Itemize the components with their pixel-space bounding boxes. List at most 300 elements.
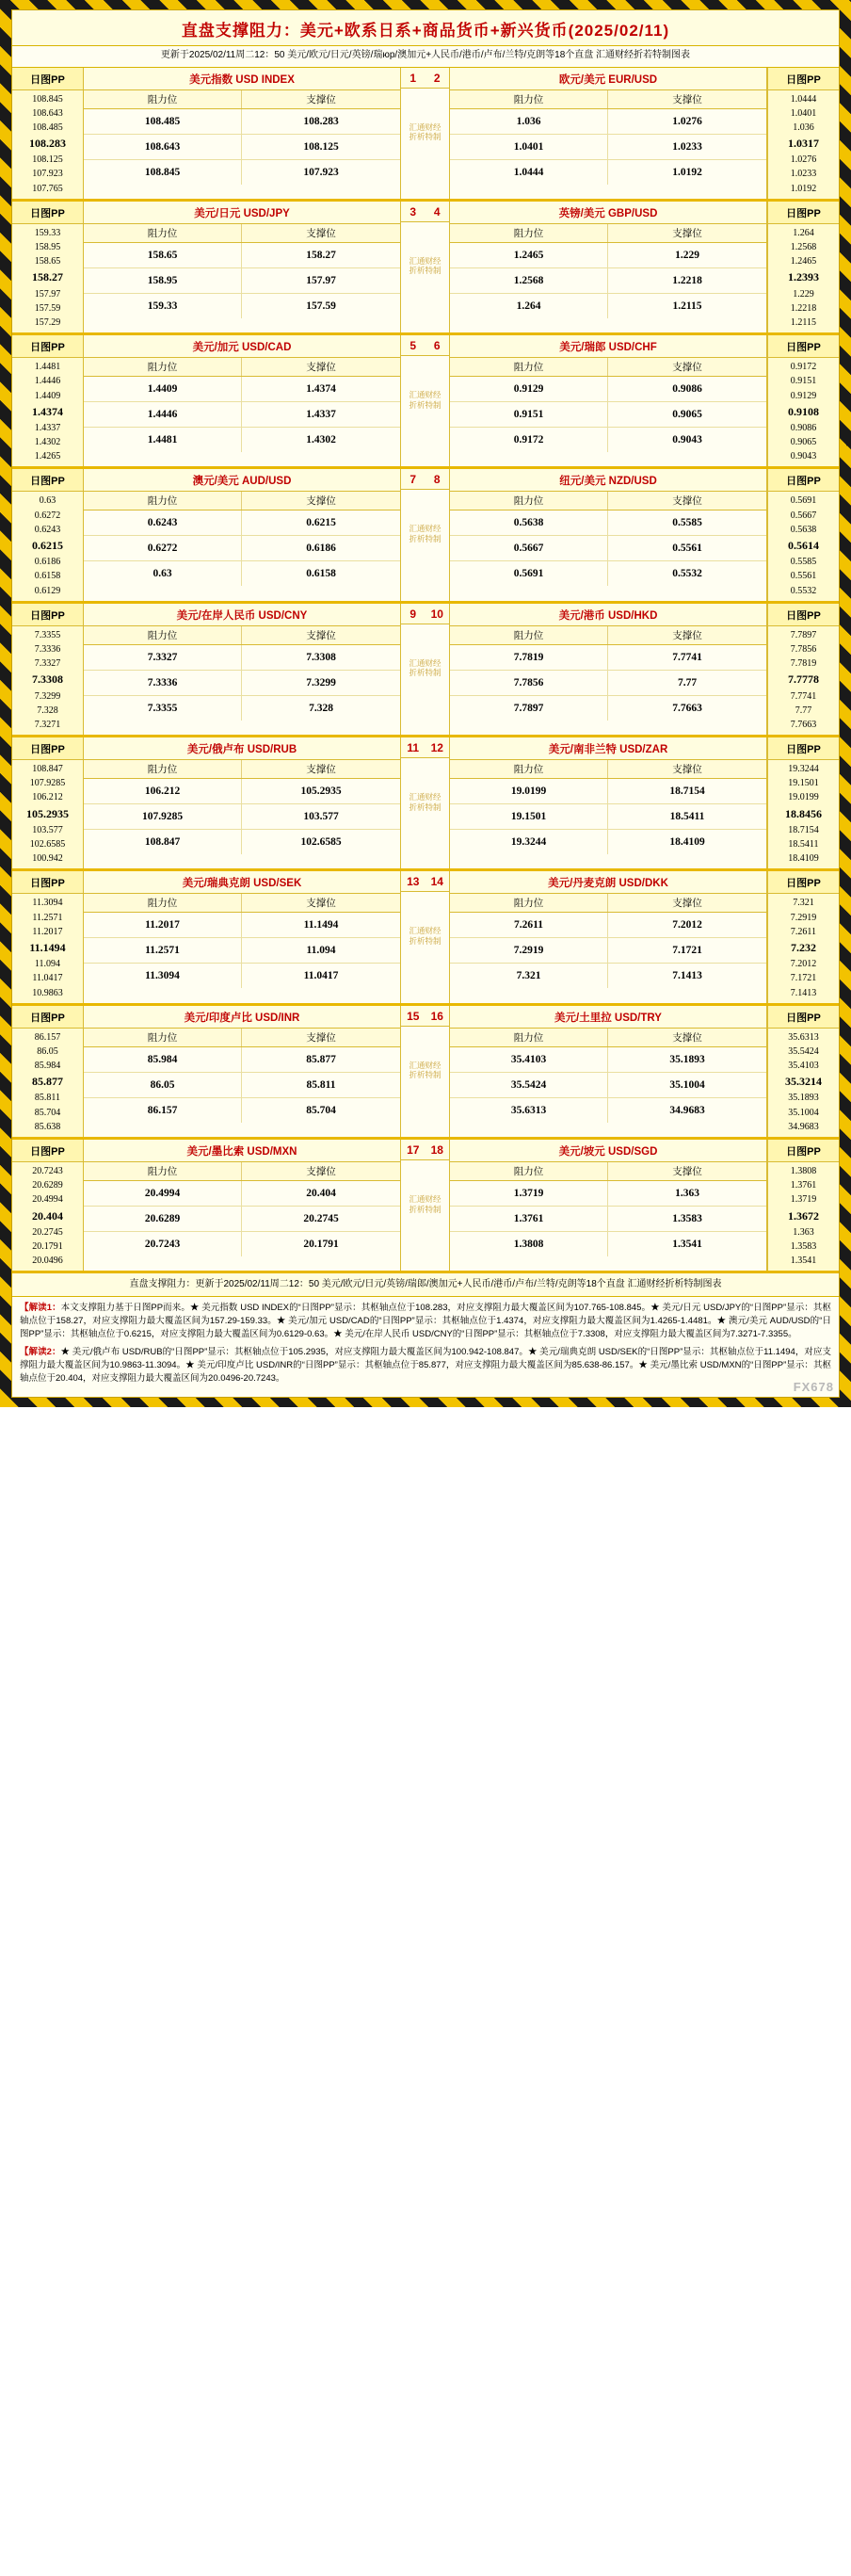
pp-value-list	[12, 626, 83, 735]
pp-value: 7.2611	[790, 926, 817, 937]
support-value: 18.4109	[669, 836, 705, 849]
resistance-value: 0.9151	[450, 402, 608, 427]
pp-value: 157.29	[34, 316, 61, 328]
support-value: 1.4302	[306, 434, 336, 446]
pp-value: 1.2115	[790, 316, 817, 328]
pp-value: 85.704	[34, 1107, 61, 1118]
level-header-row	[450, 492, 766, 510]
pp-value: 108.845	[32, 93, 63, 105]
block-index-numbers	[401, 1140, 449, 1160]
block-index-numbers	[401, 469, 449, 490]
resistance-value: 7.7819	[450, 645, 608, 670]
table-row	[450, 804, 766, 830]
pair-title: 美元/印度卢比 USD/INR	[84, 1006, 400, 1029]
level-header-row	[450, 90, 766, 109]
pivot-point-value: 85.877	[32, 1075, 63, 1089]
watermark-text: 汇通财经	[409, 255, 442, 266]
level-header-row	[450, 760, 766, 779]
pp-value-list	[12, 492, 83, 600]
table-row	[450, 964, 766, 988]
pair-title: 美元/南非兰特 USD/ZAR	[450, 737, 766, 760]
support-header: 支撑位	[672, 227, 702, 239]
support-value: 1.2115	[672, 300, 702, 312]
table-row	[450, 1047, 766, 1073]
pair-column-right	[450, 604, 767, 735]
resistance-value: 1.264	[450, 294, 608, 318]
support-value: 0.6158	[306, 568, 336, 580]
pp-value: 1.3541	[790, 1256, 817, 1267]
support-value: 108.283	[303, 115, 339, 127]
table-row	[84, 964, 400, 988]
currency-block	[12, 1140, 839, 1273]
pp-value-list	[12, 1029, 83, 1137]
resistance-header: 阻力位	[450, 1029, 608, 1046]
block-index-column	[401, 604, 450, 735]
resistance-value: 7.7856	[450, 671, 608, 695]
support-value: 85.811	[306, 1078, 336, 1091]
footer-subtitle: 直盘支撑阻力：更新于2025/02/11周二12：50 美元/欧元/日元/英镑/瑞郎/澳加元+人民币/港币/卢布/兰特/克朗等18个直盘 汇通财经折析特制图表	[12, 1273, 839, 1297]
pp-value: 18.7154	[788, 824, 819, 835]
pp-column-right	[767, 871, 839, 1002]
index-number-left: 17	[407, 1143, 420, 1157]
support-header: 支撑位	[306, 1031, 336, 1044]
resistance-value: 1.3808	[450, 1232, 608, 1256]
resistance-value: 11.2017	[84, 913, 242, 937]
support-value: 7.3299	[306, 676, 336, 689]
pp-value: 0.5638	[790, 524, 817, 535]
pp-value-list	[12, 90, 83, 199]
pp-value-list	[12, 760, 83, 868]
pp-column-right	[767, 202, 839, 332]
pp-value: 20.7243	[32, 1166, 63, 1176]
resistance-value: 20.7243	[84, 1232, 242, 1256]
pp-value: 19.1501	[788, 778, 819, 789]
pp-value: 35.1893	[788, 1093, 819, 1104]
pp-column-left	[12, 68, 84, 199]
pair-column-right	[450, 469, 767, 600]
resistance-value: 1.2465	[450, 243, 608, 267]
pp-value: 7.321	[793, 898, 814, 909]
support-value: 7.1413	[672, 970, 702, 982]
support-header: 支撑位	[672, 93, 702, 105]
table-row	[450, 1098, 766, 1123]
pair-column-right	[450, 335, 767, 466]
pp-column-right	[767, 469, 839, 600]
level-header-row	[84, 894, 400, 913]
pp-value: 0.9129	[790, 390, 817, 401]
resistance-header: 阻力位	[84, 894, 242, 912]
pair-column-left	[84, 604, 401, 735]
watermark-text: 汇通财经	[409, 926, 442, 936]
pair-column-right	[450, 1140, 767, 1271]
resistance-value: 0.6243	[84, 510, 242, 535]
support-header: 支撑位	[672, 629, 702, 641]
resistance-header: 阻力位	[84, 358, 242, 376]
pivot-point-value: 1.0317	[788, 137, 819, 151]
resistance-value: 7.3327	[84, 645, 242, 670]
pair-title: 美元/丹麦克朗 USD/DKK	[450, 871, 766, 894]
pair-column-right	[450, 871, 767, 1002]
pivot-point-value: 7.3308	[32, 672, 63, 687]
pivot-point-value: 35.3214	[785, 1075, 822, 1089]
support-value: 0.6215	[306, 517, 336, 529]
block-index-numbers	[401, 604, 449, 624]
level-header-row	[450, 626, 766, 645]
watermark-text-2: 折析特制	[409, 266, 442, 276]
pair-column-left	[84, 737, 401, 868]
pivot-point-value: 18.8456	[785, 806, 822, 820]
pp-value: 1.264	[793, 227, 814, 238]
pp-value: 1.2465	[790, 256, 817, 267]
support-value: 35.1893	[669, 1053, 705, 1065]
table-row	[84, 160, 400, 185]
index-number-left: 13	[407, 875, 420, 889]
resistance-value: 19.1501	[450, 804, 608, 829]
support-header: 支撑位	[672, 1031, 702, 1044]
watermark-text-2: 折析特制	[409, 936, 442, 946]
pp-value-list	[768, 358, 839, 466]
support-header: 支撑位	[306, 1166, 336, 1177]
pivot-point-value: 20.404	[32, 1208, 63, 1223]
support-value: 18.7154	[669, 786, 705, 798]
resistance-value: 7.3336	[84, 671, 242, 695]
pp-value: 0.9151	[790, 376, 817, 387]
pp-value: 157.97	[34, 288, 61, 300]
resistance-value: 0.5638	[450, 510, 608, 535]
pp-column-left	[12, 1140, 84, 1271]
pair-column-right	[450, 1006, 767, 1137]
pp-value: 7.7819	[790, 658, 817, 670]
table-row	[450, 938, 766, 964]
pp-header: 日图PP	[12, 202, 83, 224]
pp-value: 7.77	[795, 705, 812, 716]
resistance-value: 1.036	[450, 109, 608, 134]
table-row	[450, 536, 766, 561]
table-row	[84, 243, 400, 268]
pair-column-left	[84, 1006, 401, 1137]
pp-value: 157.59	[34, 302, 61, 314]
page-title: 直盘支撑阻力：美元+欧系日系+商品货币+新兴货币(2025/02/11)	[181, 22, 670, 40]
table-row	[84, 1073, 400, 1098]
pp-value: 1.3719	[790, 1194, 817, 1206]
pp-value: 107.9285	[29, 778, 66, 789]
table-row	[84, 804, 400, 830]
level-header-row	[84, 492, 400, 510]
pp-header: 日图PP	[768, 871, 839, 894]
index-number-left: 5	[409, 339, 417, 353]
support-value: 1.3541	[672, 1239, 702, 1250]
resistance-value: 158.65	[84, 243, 242, 267]
pp-value: 18.4109	[788, 853, 819, 865]
index-number-right: 6	[433, 339, 441, 353]
pair-column-left	[84, 1140, 401, 1271]
pp-value-list	[768, 492, 839, 600]
support-value: 7.7663	[672, 702, 702, 714]
pp-value: 0.9086	[790, 422, 817, 433]
pivot-point-value: 105.2935	[26, 806, 69, 820]
support-value: 1.2218	[672, 274, 702, 286]
resistance-value: 7.2611	[450, 913, 608, 937]
resistance-value: 0.63	[84, 561, 242, 586]
table-row	[450, 779, 766, 804]
table-row	[84, 913, 400, 938]
pair-title: 美元/坡元 USD/SGD	[450, 1140, 766, 1162]
pp-value: 102.6585	[29, 839, 66, 850]
table-row	[84, 1207, 400, 1232]
pp-value: 107.765	[32, 183, 63, 194]
resistance-value: 20.6289	[84, 1207, 242, 1231]
resistance-value: 7.321	[450, 964, 608, 988]
block-index-numbers	[401, 68, 449, 89]
table-row	[84, 536, 400, 561]
resistance-value: 1.3719	[450, 1181, 608, 1206]
pp-column-right	[767, 68, 839, 199]
pivot-point-value: 158.27	[32, 270, 63, 284]
pp-header: 日图PP	[12, 335, 83, 358]
support-value: 35.1004	[669, 1078, 705, 1091]
pp-value: 20.1791	[32, 1240, 63, 1252]
support-value: 20.404	[306, 1188, 336, 1199]
resistance-header: 阻力位	[450, 224, 608, 242]
resistance-value: 35.4103	[450, 1047, 608, 1072]
watermark-text: 汇通财经	[409, 524, 442, 534]
table-row	[450, 645, 766, 671]
pp-value: 7.1721	[790, 973, 817, 984]
index-number-right: 10	[430, 607, 443, 621]
pp-value: 19.3244	[788, 764, 819, 775]
table-row	[450, 913, 766, 938]
support-header: 支撑位	[306, 764, 336, 776]
pp-value: 1.229	[793, 288, 814, 300]
pp-value: 0.5691	[790, 495, 817, 507]
pp-value-list	[768, 760, 839, 868]
resistance-header: 阻力位	[450, 760, 608, 778]
support-header: 支撑位	[672, 764, 702, 776]
pp-value: 34.9683	[788, 1121, 819, 1132]
pp-value: 1.3808	[790, 1166, 817, 1176]
pp-value: 7.7856	[790, 643, 817, 655]
pair-title: 美元/墨比索 USD/MXN	[84, 1140, 400, 1162]
table-row	[450, 1207, 766, 1232]
pp-value: 7.2919	[790, 912, 817, 923]
pair-title: 欧元/美元 EUR/USD	[450, 68, 766, 90]
pp-value: 1.363	[793, 1226, 814, 1238]
support-value: 1.0233	[672, 140, 702, 153]
pp-header: 日图PP	[12, 68, 83, 90]
pp-value: 1.4302	[34, 437, 61, 448]
pp-value: 7.7741	[790, 690, 817, 702]
table-row	[450, 561, 766, 586]
resistance-value: 1.2568	[450, 268, 608, 293]
watermark-text-2: 折析特制	[409, 1070, 442, 1080]
table-row	[84, 294, 400, 318]
pair-title: 美元/瑞典克朗 USD/SEK	[84, 871, 400, 894]
table-row	[84, 779, 400, 804]
support-header: 支撑位	[306, 227, 336, 239]
resistance-value: 158.95	[84, 268, 242, 293]
support-header: 支撑位	[672, 362, 702, 374]
index-number-left: 3	[409, 204, 417, 219]
pair-title: 美元/日元 USD/JPY	[84, 202, 400, 224]
support-value: 85.877	[306, 1053, 336, 1065]
resistance-header: 阻力位	[84, 760, 242, 778]
pp-value: 108.125	[32, 154, 63, 166]
support-value: 1.4337	[306, 409, 336, 421]
block-index-column	[401, 1140, 450, 1271]
pp-header: 日图PP	[768, 68, 839, 90]
resistance-value: 1.0401	[450, 135, 608, 159]
pp-header: 日图PP	[768, 1006, 839, 1029]
table-row	[84, 1047, 400, 1073]
level-header-row	[450, 224, 766, 243]
pp-value: 11.2017	[32, 926, 63, 937]
table-row	[450, 160, 766, 185]
pivot-point-value: 7.7778	[788, 672, 819, 687]
resistance-value: 1.0444	[450, 160, 608, 185]
pp-value: 10.9863	[32, 987, 63, 998]
support-value: 0.5532	[672, 568, 702, 580]
index-number-right: 2	[433, 71, 441, 85]
support-value: 158.27	[306, 249, 336, 261]
pp-value: 7.1413	[790, 987, 817, 998]
pivot-point-value: 0.5614	[788, 539, 819, 552]
support-value: 1.3583	[672, 1213, 702, 1224]
support-value: 7.3308	[306, 651, 336, 663]
resistance-value: 85.984	[84, 1047, 242, 1072]
pair-title: 英镑/美元 GBP/USD	[450, 202, 766, 224]
pp-value: 0.6158	[34, 571, 61, 582]
support-value: 0.5585	[672, 517, 702, 529]
pp-value: 1.4337	[34, 422, 61, 433]
table-row	[450, 377, 766, 402]
resistance-value: 1.3761	[450, 1207, 608, 1231]
table-row	[84, 268, 400, 294]
support-value: 7.7741	[672, 651, 702, 663]
watermark-text-2: 折析特制	[409, 399, 442, 410]
block-index-numbers	[401, 202, 449, 222]
resistance-value: 106.212	[84, 779, 242, 803]
resistance-header: 阻力位	[450, 894, 608, 912]
table-row	[84, 696, 400, 721]
pp-header: 日图PP	[768, 737, 839, 760]
pp-value: 1.4265	[34, 451, 61, 462]
pp-header: 日图PP	[768, 469, 839, 492]
block-index-column	[401, 68, 450, 199]
resistance-value: 20.4994	[84, 1181, 242, 1206]
notes-section	[12, 1297, 839, 1398]
pair-title: 纽元/美元 NZD/USD	[450, 469, 766, 492]
pivot-point-value: 1.4374	[32, 404, 63, 418]
pp-value-list	[768, 626, 839, 735]
support-header: 支撑位	[306, 898, 336, 910]
pp-value: 11.2571	[32, 912, 63, 923]
index-number-right: 14	[430, 875, 443, 889]
support-value: 7.2012	[672, 919, 702, 932]
block-index-numbers	[401, 871, 449, 892]
pp-value: 0.5667	[790, 510, 817, 521]
support-value: 157.59	[306, 300, 336, 312]
index-number-left: 11	[407, 741, 420, 755]
resistance-value: 108.845	[84, 160, 242, 185]
pivot-point-value: 0.6215	[32, 539, 63, 552]
resistance-header: 阻力位	[84, 1162, 242, 1180]
support-value: 107.923	[303, 166, 339, 178]
pp-column-left	[12, 604, 84, 735]
resistance-header: 阻力位	[84, 90, 242, 108]
level-header-row	[84, 358, 400, 377]
pp-value: 0.9172	[790, 362, 817, 373]
support-header: 支撑位	[672, 1166, 702, 1177]
pp-column-right	[767, 737, 839, 868]
pp-value: 7.328	[37, 705, 58, 716]
pp-value: 108.485	[32, 122, 63, 133]
index-number-right: 4	[433, 204, 441, 219]
pivot-point-value: 1.3672	[788, 1208, 819, 1223]
pp-value: 1.4409	[34, 390, 61, 401]
resistance-value: 7.2919	[450, 938, 608, 963]
pp-header: 日图PP	[12, 604, 83, 626]
pp-column-left	[12, 202, 84, 332]
resistance-value: 1.4446	[84, 402, 242, 427]
resistance-value: 1.4409	[84, 377, 242, 401]
watermark-text: 汇通财经	[409, 122, 442, 132]
table-row	[84, 109, 400, 135]
pp-value: 0.6186	[34, 557, 61, 568]
pp-value: 1.0233	[790, 169, 817, 180]
support-value: 20.2745	[303, 1213, 339, 1224]
pp-value: 108.643	[32, 107, 63, 119]
index-number-left: 15	[407, 1009, 420, 1023]
watermark-text-2: 折析特制	[409, 132, 442, 142]
watermark-text: 汇通财经	[409, 390, 442, 400]
watermark-text: 汇通财经	[409, 1194, 442, 1204]
support-header: 支撑位	[306, 629, 336, 641]
currency-block	[12, 604, 839, 737]
resistance-value: 1.4481	[84, 428, 242, 452]
note-1-text: 本文支撑阻力基于日图PP而来。★ 美元指数 USD INDEX的“日图PP”显示：其枢轴点位于108.283，对应支撑阻力最大覆盖区间为107.765-108.845。★ 美元/日元 USD/JPY的“日图PP”显示：其枢轴点位于158.27，对应支撑阻力最大覆盖区间为157.29-159.33。★ 美元/加元 USD/CAD的“日图PP”显示：其枢轴点位于1.4374，对应支撑阻力最大覆盖区间为1.4265-1.4481。★ 澳元/美元 AUD/USD的“日图PP”显示：其枢轴点位于0.6215，对应支撑阻力最大覆盖区间为0.6129-0.63。★ 美元/在岸人民币 USD/CNY的“日图PP”显示：其枢轴点位于7.3308，对应支撑阻力最大覆盖区间为7.3271-7.3355。	[20, 1302, 831, 1340]
table-row	[450, 109, 766, 135]
resistance-value: 35.6313	[450, 1098, 608, 1123]
support-header: 支撑位	[672, 495, 702, 508]
support-value: 85.704	[306, 1104, 336, 1116]
pp-header: 日图PP	[12, 1140, 83, 1162]
pp-value: 1.0401	[790, 107, 817, 119]
pair-column-left	[84, 335, 401, 466]
pp-value: 35.4103	[788, 1061, 819, 1072]
resistance-header: 阻力位	[84, 1029, 242, 1046]
pair-column-right	[450, 68, 767, 199]
table-row	[84, 377, 400, 402]
table-row	[84, 135, 400, 160]
resistance-value: 0.5667	[450, 536, 608, 560]
pair-column-left	[84, 469, 401, 600]
pp-header: 日图PP	[768, 1140, 839, 1162]
currency-block	[12, 202, 839, 335]
pp-value: 1.2218	[790, 302, 817, 314]
table-row	[450, 830, 766, 854]
pp-value: 1.036	[793, 122, 814, 133]
pp-value: 159.33	[34, 227, 61, 238]
support-value: 18.5411	[669, 811, 705, 823]
pair-title: 美元/俄卢布 USD/RUB	[84, 737, 400, 760]
index-number-left: 7	[409, 473, 417, 487]
pp-column-right	[767, 335, 839, 466]
table-row	[450, 428, 766, 452]
pp-value-list	[12, 1162, 83, 1271]
index-number-right: 18	[430, 1143, 443, 1157]
pair-title: 美元指数 USD INDEX	[84, 68, 400, 90]
currency-block	[12, 737, 839, 871]
